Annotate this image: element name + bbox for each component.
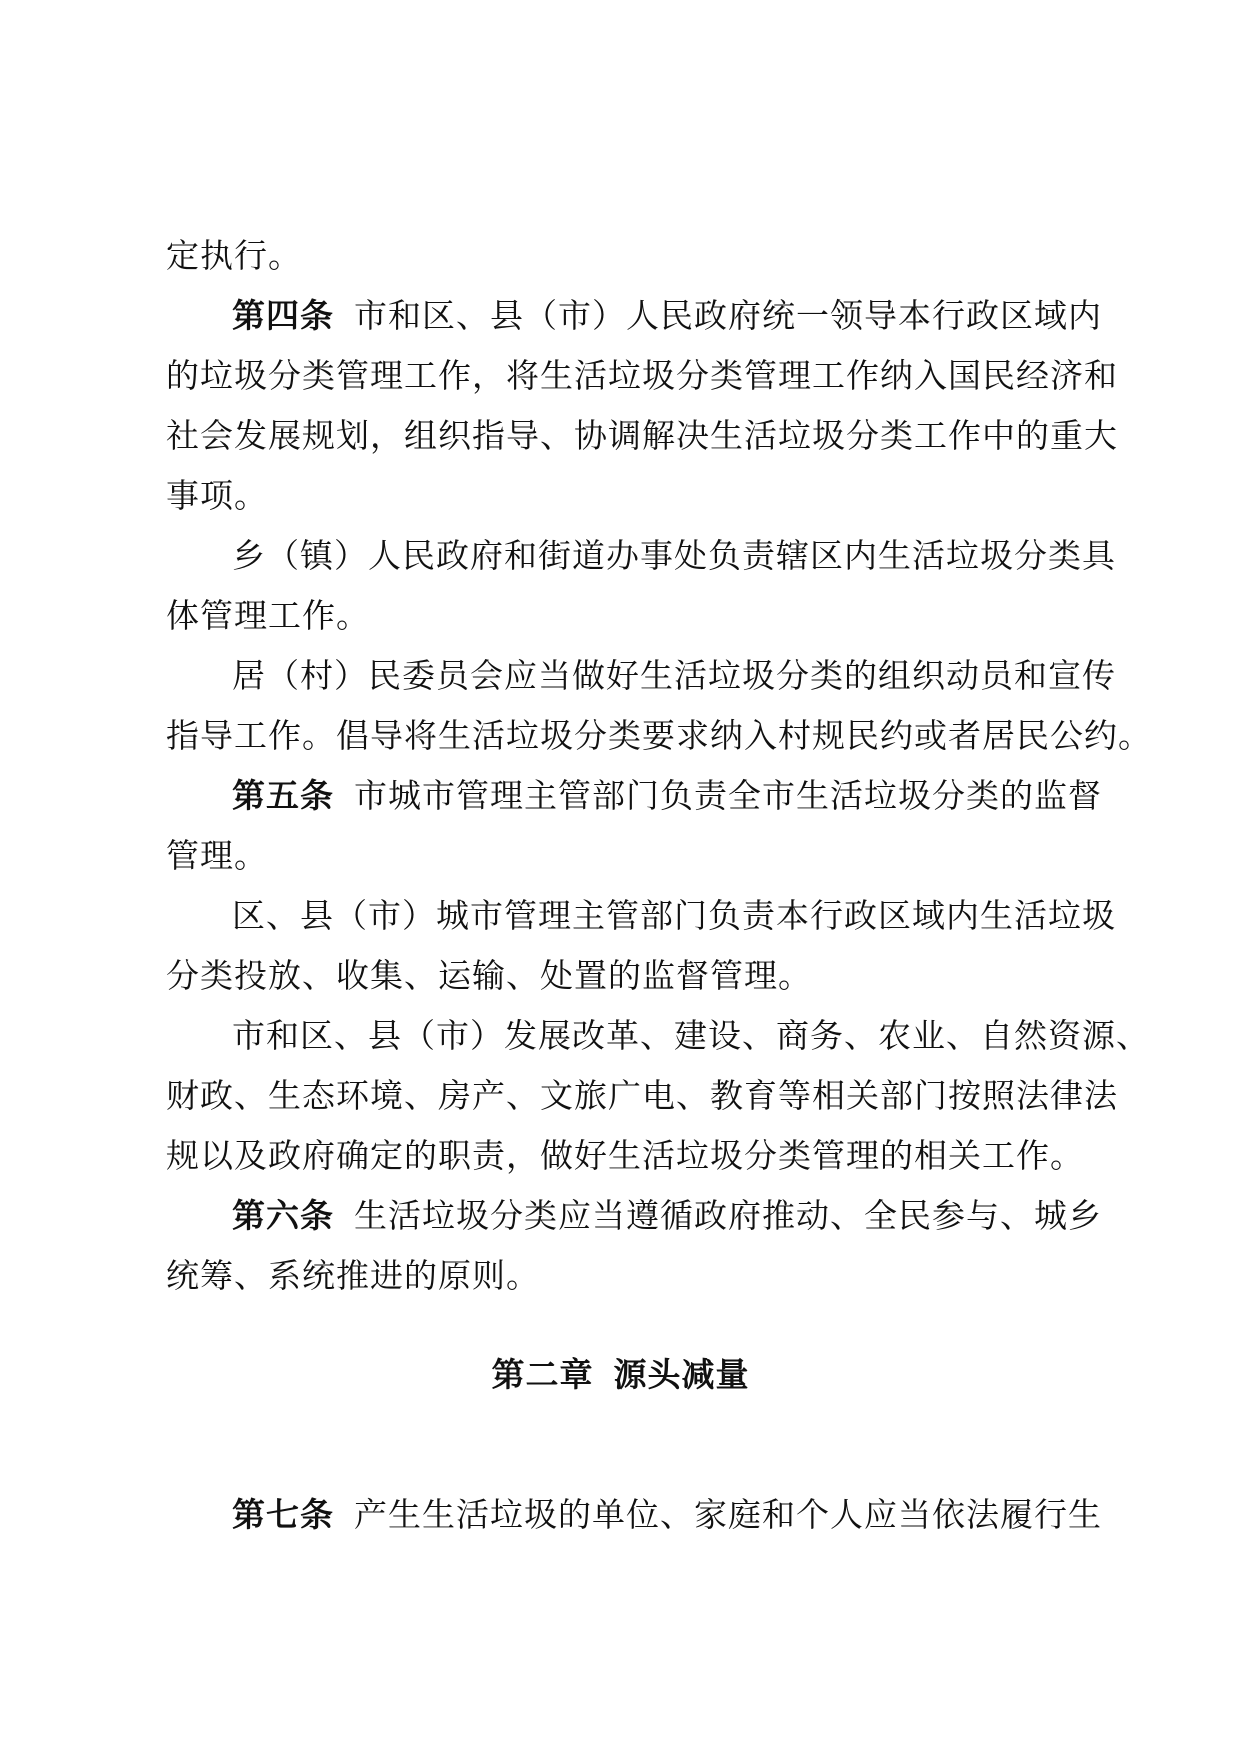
article-4-label: 第四条 bbox=[232, 296, 334, 335]
article-4-line-1 bbox=[232, 296, 1102, 336]
paragraph-text: 生活垃圾分类应当遵循政府推动、全民参与、城乡 bbox=[354, 1196, 1102, 1235]
chapter-number: 第二章 bbox=[491, 1355, 594, 1394]
paragraph-text: 统筹、系统推进的原则。 bbox=[166, 1256, 540, 1295]
paragraph-text: 社会发展规划，组织指导、协调解决生活垃圾分类工作中的重大 bbox=[166, 416, 1118, 455]
paragraph-text: 市和区、县（市）人民政府统一领导本行政区域内 bbox=[354, 296, 1102, 335]
paragraph-text: 的垃圾分类管理工作，将生活垃圾分类管理工作纳入国民经济和 bbox=[166, 356, 1118, 395]
article-4-line-3 bbox=[166, 416, 1118, 456]
paragraph-text: 财政、生态环境、房产、文旅广电、教育等相关部门按照法律法 bbox=[166, 1076, 1118, 1115]
town-paragraph-line-2 bbox=[166, 596, 1078, 636]
paragraph-text: 规以及政府确定的职责，做好生活垃圾分类管理的相关工作。 bbox=[166, 1136, 1084, 1175]
village-paragraph-line-1 bbox=[232, 656, 1116, 696]
paragraph-text: 乡（镇）人民政府和街道办事处负责辖区内生活垃圾分类具 bbox=[232, 536, 1116, 575]
paragraph-text: 区、县（市）城市管理主管部门负责本行政区域内生活垃圾 bbox=[232, 896, 1116, 935]
article-4-line-4 bbox=[166, 476, 1078, 516]
text-line bbox=[166, 236, 1078, 276]
town-paragraph-line-1 bbox=[232, 536, 1116, 576]
article-5-line-2 bbox=[166, 836, 1078, 876]
chapter-title: 源头减量 bbox=[613, 1355, 750, 1394]
article-7-line-1 bbox=[232, 1495, 1102, 1535]
paragraph-text: 事项。 bbox=[166, 476, 268, 515]
article-6-line-2 bbox=[166, 1256, 1078, 1296]
paragraph-text: 市和区、县（市）发展改革、建设、商务、农业、自然资源、 bbox=[232, 1016, 1150, 1055]
paragraph-text: 指导工作。倡导将生活垃圾分类要求纳入村规民约或者居民公约。 bbox=[166, 716, 1152, 755]
paragraph-text: 产生生活垃圾的单位、家庭和个人应当依法履行生 bbox=[354, 1495, 1102, 1534]
paragraph-text: 定执行。 bbox=[166, 236, 302, 275]
district-paragraph-line-2 bbox=[166, 956, 1078, 996]
departments-paragraph-line-3 bbox=[166, 1136, 1084, 1176]
article-5-label: 第五条 bbox=[232, 776, 334, 815]
article-6-line-1 bbox=[232, 1196, 1102, 1236]
paragraph-text: 居（村）民委员会应当做好生活垃圾分类的组织动员和宣传 bbox=[232, 656, 1116, 695]
chapter-heading bbox=[0, 1355, 1241, 1395]
paragraph-text: 分类投放、收集、运输、处置的监督管理。 bbox=[166, 956, 812, 995]
village-paragraph-line-2 bbox=[166, 716, 1152, 756]
article-4-line-2 bbox=[166, 356, 1118, 396]
paragraph-text: 管理。 bbox=[166, 836, 268, 875]
paragraph-text: 市城市管理主管部门负责全市生活垃圾分类的监督 bbox=[354, 776, 1102, 815]
article-5-line-1 bbox=[232, 776, 1102, 816]
paragraph-text: 体管理工作。 bbox=[166, 596, 370, 635]
departments-paragraph-line-2 bbox=[166, 1076, 1118, 1116]
article-6-label: 第六条 bbox=[232, 1196, 334, 1235]
district-paragraph-line-1 bbox=[232, 896, 1116, 936]
departments-paragraph-line-1 bbox=[232, 1016, 1150, 1056]
article-7-label: 第七条 bbox=[232, 1495, 334, 1534]
